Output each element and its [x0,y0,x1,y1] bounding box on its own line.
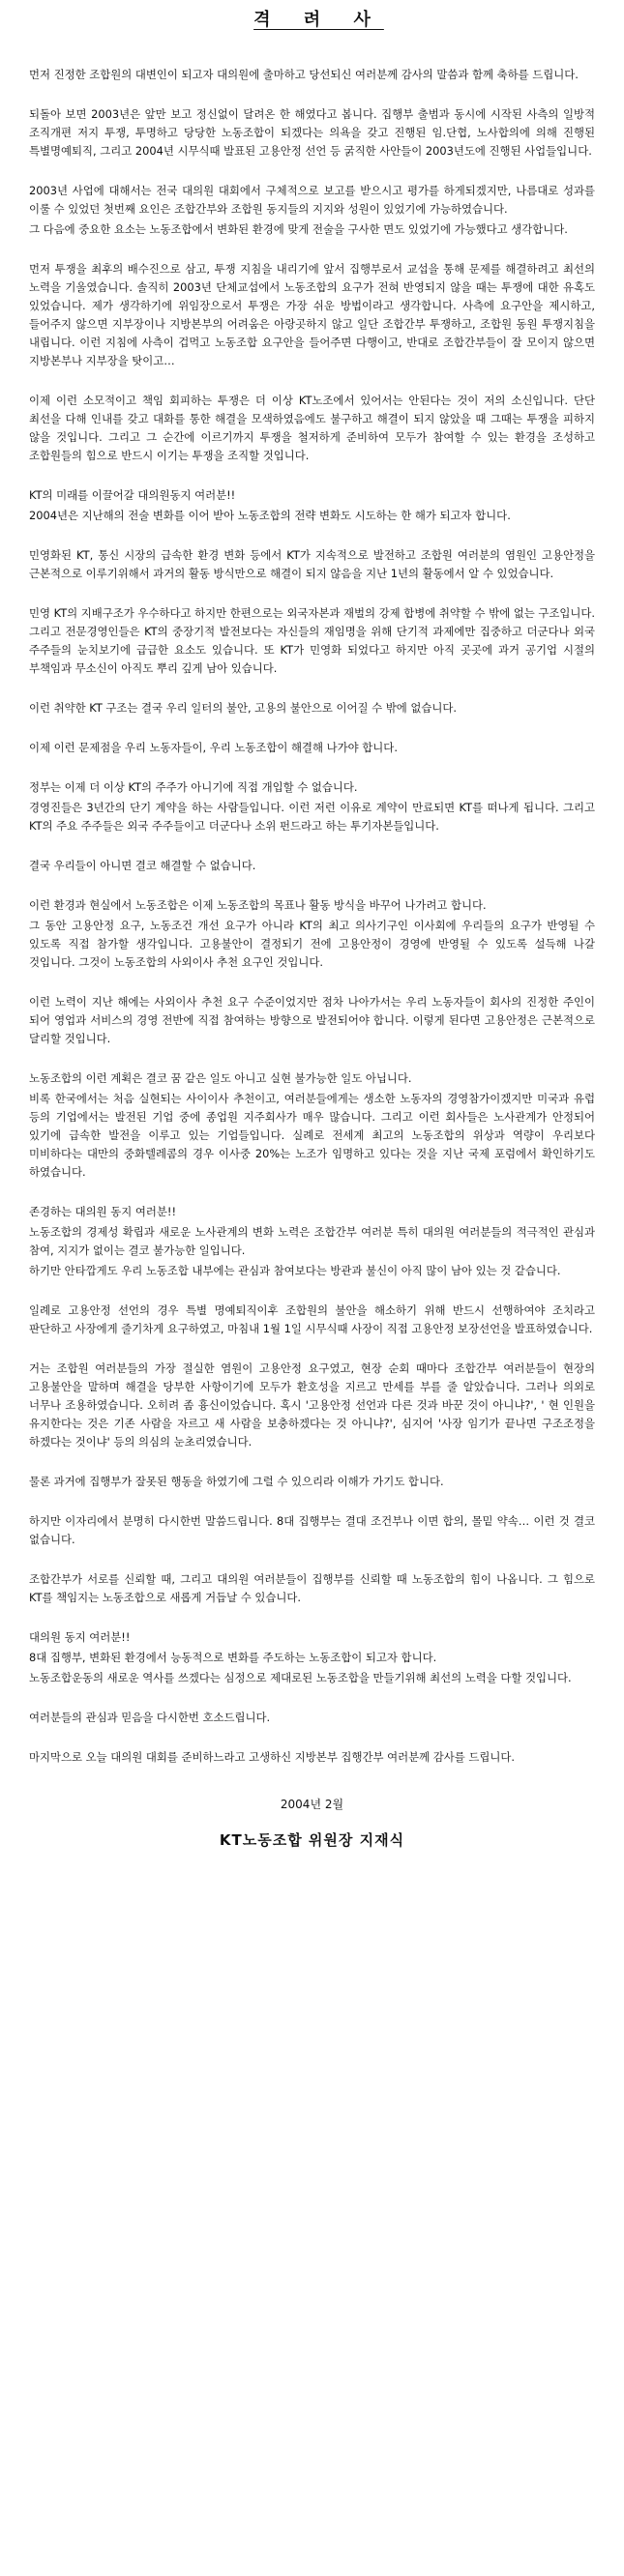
signature: KT노동조합 위원장 지재식 [219,1831,405,1849]
paragraph: KT의 미래를 이끌어갈 대의원동지 여러분!! [29,488,236,502]
paragraph: 하지만 이자리에서 분명히 다시한번 말씀드립니다. 8대 집행부는 결대 조건부나 이면 합의, 몰밑 약속… 이런 것 결코 없습니다. [29,1514,595,1546]
paragraph: 노동조합의 이런 계획은 결코 꿈 같은 일도 아니고 실현 불가능한 일도 아닙니다. [29,1071,412,1085]
paragraph: 노동조합의 경제성 확립과 새로운 노사관계의 변화 노력은 조합간부 여러분 특히 대의원 여러분들의 적극적인 관심과 참여, 지지가 없이는 결코 불가능한 일입니다. [29,1225,595,1257]
paragraph: 먼저 진정한 조합원의 대변인이 되고자 대의원에 출마하고 당선되신 여러분께 감사의 말씀과 함께 축하를 드립니다. [29,68,579,81]
paragraph: 이런 취약한 KT 구조는 결국 우리 일터의 불안, 고용의 불안으로 이어질 수 밖에 없습니다. [29,701,457,715]
paragraph: 이제 이런 소모적이고 책임 회피하는 투쟁은 더 이상 KT노조에서 있어서는 안된다는 것이 저의 소신입니다. 단단 최선을 다해 인내를 갖고 대화를 통한 해결을 모색하였음에도 불구하고 해결이 되지 않았을 때 그때는 투쟁을 피하지 않을 것입니다. 그리고 그 순간에 이르기까지 투쟁을 철저하게 준비하여 모두가 참여할 수 있는 환경을 조성하고 조합원들의 힘으로 반드시 이기는 투쟁을 조직할 것입니다. [29,394,595,462]
paragraph: 존경하는 대의원 동지 여러분!! [29,1205,177,1218]
paragraph: 결국 우리들이 아니면 결코 해결할 수 없습니다. [29,859,256,872]
paragraph: 2004년은 지난해의 전술 변화를 이어 받아 노동조합의 전략 변화도 시도하는 한 해가 되고자 합니다. [29,509,511,522]
paragraph: 민영화된 KT, 통신 시장의 급속한 환경 변화 등에서 KT가 지속적으로 발전하고 조합원 여러분의 염원인 고용안정을 근본적으로 이루기위해서 과거의 활동 방식만으로 해결이 되지 않음을 지난 1년의 활동에서 알 수 있었습니다. [29,548,595,580]
paragraph: 이런 노력이 지난 해에는 사외이사 추천 요구 수준이었지만 점차 나아가서는 우리 노동자들이 회사의 진정한 주인이 되어 영업과 서비스의 경영 전반에 직접 참여하는 방향으로 발전되어야 합니다. 이렇게 된다면 고용안정은 근본적으로 달리할 것입니다. [29,995,595,1045]
paragraph: 그 동안 고용안정 요구, 노동조건 개선 요구가 아니라 KT의 최고 의사기구인 이사회에 우리들의 요구가 반영될 수 있도록 직접 참가할 생각입니다. 고용불안이 결정되기 전에 고용안정이 경영에 반영될 수 있도록 설득해 나갈 것입니다. 그것이 노동조합의 사외이사 추천 요구인 것입니다. [29,919,595,969]
document-title: 격 려 사 [253,10,384,30]
paragraph: 마지막으로 오늘 대의원 대회를 준비하느라고 고생하신 지방본부 집행간부 여러분께 감사를 드립니다. [29,1750,515,1764]
paragraph: 되돌아 보면 2003년은 앞만 보고 정신없이 달려온 한 해였다고 봅니다. 집행부 출범과 동시에 시작된 사측의 일방적 조직개편 저지 투쟁, 투명하고 당당한 노동조합이 되겠다는 의욕을 갖고 진행된 임.단협, 노사합의에 의해 진행된 특별명예퇴직, 그리고 2004년 시무식때 발표된 고용안정 선언 등 굵직한 사안들이 2003년도에 진행된 사업들입니다. [29,107,595,158]
paragraph: 하기만 안타깝게도 우리 노동조합 내부에는 관심과 참여보다는 방관과 불신이 아직 많이 남아 있는 것 같습니다. [29,1264,561,1277]
paragraph: 노동조합운동의 새로운 역사를 쓰겠다는 심정으로 제대로된 노동조합을 만들기위해 최선의 노력을 다할 것입니다. [29,1671,572,1684]
paragraph: 물론 과거에 집행부가 잘못된 행동을 하였기에 그럴 수 있으리라 이해가 가기도 합니다. [29,1475,444,1488]
paragraph: 이제 이런 문제점을 우리 노동자들이, 우리 노동조합이 해결해 나가야 합니다. [29,741,398,754]
paragraph: 조합간부가 서로를 신뢰할 때, 그리고 대의원 여러분들이 집행부를 신뢰할 때 노동조합의 힘이 나옵니다. 그 힘으로 KT를 책임지는 노동조합으로 새롭게 거듭날 수 있습니다. [29,1572,595,1604]
paragraph: 대의원 동지 여러분!! [29,1630,131,1644]
document-date: 2004년 2월 [280,1798,344,1811]
paragraph: 비록 한국에서는 처음 실현되는 사이이사 추천이고, 여러분들에게는 생소한 노동자의 경영참가이겠지만 미국과 유럽 등의 기업에서는 발전된 기업 중에 종업원 지주회사가 매우 많습니다. 그리고 이런 회사들은 노사관계가 안정되어 있기에 급속한 발전을 이루고 있는 기업들입니다. 실례로 전세계 최고의 노동조합의 위상과 역량이 우리보다 미비하다는 대만의 중화텔레콤의 경우 이사중 20%는 노조가 임명하고 있다는 것을 지난 국제 포럼에서 확인하기도 하였습니다. [29,1092,595,1179]
paragraph: 민영 KT의 지배구조가 우수하다고 하지만 한편으로는 외국자본과 재벌의 강제 합병에 취약할 수 밖에 없는 구조입니다. 그리고 전문경영인들은 KT의 중장기적 발전보다는 자신들의 재임명을 위해 단기적 과제에만 집중하고 더군다나 외국 주주들의 눈치보기에 급급한 요소도 있습니다. 또 KT가 민영화 되었다고 하지만 아직 곳곳에 과거 공기업 시절의 부책임과 무소신이 아직도 뿌리 깊게 남아 있습니다. [29,606,596,675]
paragraph: 일례로 고용안정 선언의 경우 특별 명예퇴직이후 조합원의 불안을 해소하기 위해 반드시 선행하여야 조치라고 판단하고 사장에게 줄기차게 요구하였고, 마침내 1월 1일 시무식때 사장이 직접 고용안정 보장선언을 발표하였습니다. [29,1303,595,1335]
document-body [29,66,595,1767]
paragraph: 거는 조합원 여러분들의 가장 절실한 염원이 고용안정 요구였고, 현장 순회 때마다 조합간부 여러분들이 현장의 고용불안을 말하며 해결을 당부한 사항이기에 모두가 환호성을 지르고 만세를 부를 줄 알았습니다. 그러나 의외로 너무나 조용하였습니다. 오히려 좀 흉신이었습니다. 혹시 '고용안정 선언과 다른 것과 바꾼 것이 아니냐?', ' 현 인원을 유지한다는 것은 기존 사람을 자르고 새 사람을 보충하겠다는 것 아니냐?', 심지어 '사장 임기가 끝나면 구조조정을 하겠다는 것이냐' 등의 의심의 눈초리였습니다. [29,1361,595,1449]
paragraph: 여러분들의 관심과 믿음을 다시한번 호소드립니다. [29,1711,271,1724]
paragraph: 2003년 사업에 대해서는 전국 대의원 대회에서 구체적으로 보고를 받으시고 평가를 하게되겠지만, 나름대로 성과를 이룰 수 있었던 첫번째 요인은 조합간부와 조합원 동지들의 지지와 성원이 있었기에 가능하였습니다. [29,184,595,216]
paragraph: 8대 집행부, 변화된 환경에서 능동적으로 변화를 주도하는 노동조합이 되고자 합니다. [29,1651,437,1664]
paragraph: 경영진들은 3년간의 단기 계약을 하는 사람들입니다. 이런 저런 이유로 계약이 만료되면 KT를 떠나게 됩니다. 그리고 KT의 주요 주주들은 외국 주주들이고 더군다나 소위 펀드라고 하는 투기자본들입니다. [29,801,595,833]
paragraph: 그 다음에 중요한 요소는 노동조합에서 변화된 환경에 맞게 전술을 구사한 면도 있었기에 가능했다고 생각합니다. [29,222,568,236]
paragraph: 이런 환경과 현실에서 노동조합은 이제 노동조합의 목표나 활동 방식을 바꾸어 나가려고 합니다. [29,898,487,912]
paragraph: 먼저 투쟁을 최후의 배수진으로 삼고, 투쟁 지침을 내리기에 앞서 집행부로서 교섭을 통해 문제를 해결하려고 최선의 노력을 기울였습니다. 솔직히 2003년 단체교섭에서 노동조합의 요구가 전혀 반영되지 않을 때는 투쟁에 대한 유혹도 있었습니다. 제가 생각하기에 위임장으로서 투쟁은 가장 쉬운 방법이라고 생각합니다. 사측에 요구안을 제시하고, 들어주지 않으면 지부장이나 지방본부의 어려움은 아랑곳하지 않고 일단 조합간부 투쟁하고, 조합원 동원 투쟁지침을 내립니다. 이런 지침에 사측이 겁먹고 노동조합 요구안을 들어주면 다행이고, 반대로 조합간부들이 잘 모이지 않으면 지방본부나 지부장을 탓이고… [29,262,595,367]
paragraph: 정부는 이제 더 이상 KT의 주주가 아니기에 직접 개입할 수 없습니다. [29,780,358,794]
